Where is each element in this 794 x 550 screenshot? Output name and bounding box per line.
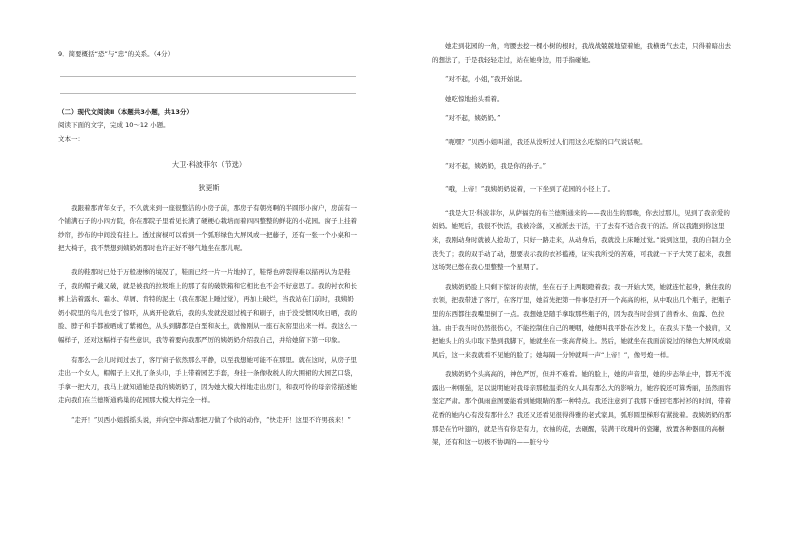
- left-column: [58, 40, 360, 427]
- right-paragraph-5: “呃嘿？”贝西小姐叫道，我还从没听过人们用这么吃惊的口气说话呢。: [445, 137, 647, 146]
- right-paragraph-1: 她走到花园的一角，弯腰去挖一棵小树的根时，我战战兢兢地望着她，我横勇气去走，只得着暗出去的想法了，于是我轻轻走过，站在她身边，用手指碰她。: [432, 42, 731, 64]
- text-label: 文本一：: [58, 134, 84, 143]
- article-author: 狄更斯: [198, 183, 220, 192]
- left-paragraph-3: 有那么一会儿时间过去了，客厅窗子依然那么平静，以至我想她可能不在那里。就在这时，从房子里走出一个女人，帽帽子上又扎了条头巾，手上带着园艺手套，身挂一条像收税人的大围裙的大园艺口袋，手拿一把大刀，我马上就知道她是我的姨奶奶了，因为她大模大样地走出房门，和我可怜的母亲常描述她走向我们在兰德斯通鸦巢的花园那大模大样完全一样。: [58, 355, 357, 405]
- left-paragraph-4: “走开！”贝西小姐摇摇头说，并向空中挥动那把刀做了个砍的动作，“快走开！这里不许男孩来！”: [71, 415, 351, 424]
- right-paragraph-9: 我姨奶奶脸上只剩下惊讶的表情，坐在石子上两眼瞪着我；我一开始大哭，她就连忙起身，揪住我的衣领，把我带进了客厅，在客厅里，她首先把第一件事是打开一个高高的柜，从中取出几个瓶子，把瓶子里的东西都往我嘴里倒了一点。我想她是随手拿取那些瓶子的，因为我当时尝到了茴香水、鱼露、色拉油。由于我当时仍然很伤心，不能控制住自己的哽咽，她便叫我平卧在沙发上，在我头下垫一个披肩，又把她头上的头巾取下垫到我脚下，她就坐在一张高背椅上。然后，她就坐在我面前说过的绿色大屏风或扇风后，这一来我就看不见她的脸了；她每隔一分钟就叫一声“上帝！”，像号炮一样。: [432, 282, 731, 359]
- answer-line-2: [60, 93, 356, 94]
- right-paragraph-10: 我姨奶奶个头高高的，神色严厉，但并不难看。她的脸上，她的声音里，她的步态举止中，都无不流露出一种刚强，足以说明她对我母亲那般温柔的女人具有那么大的影响力，她容貌还可算秀丽，虽然面容坚定严肃。那个俱雨意图要能看到她眼睛的那一种特点。我还注意到了我那下垂回宅那衬衫的时间，带着花香的她内心有没有那什么？我还又还看见很得得雅的老式家具，弧形圆里梯形有紧拢着。我姨奶奶的那那是在竹叶翅的，就是当有你是有力，衣袖的花，去砸醒，装满干玫瑰叶的瓷罐，放置各种器皿的高橱架，还有和这一切极不协调的——脏兮兮: [432, 370, 731, 447]
- left-paragraph-1: 我跟着那青年女子，不久就来到一座很整洁的小房子前，那房子有朝亮啊的半圆形小窗户，房前有一个铺满石子的小四方院，你在那院子里看见长满了硬梗心栽培而着四四整整的鲜花的小花园。窗子上挂着纱帘，抄布的中间没有挂上。透过窗棂可以看到一个弧形绿色大屏风或一把藤子，还有一张一个小桌和一把大椅子，我不禁想到姨奶奶那时也许正好不够气地坐在那儿呢。: [58, 203, 357, 253]
- instruction-text: 阅读下面的文字，完成 10～12 小题。: [58, 121, 170, 130]
- article-title: 大卫·科波菲尔（节选）: [171, 160, 247, 170]
- right-paragraph-3: 她吃惊地抬头看着。: [445, 94, 504, 103]
- right-paragraph-4: “对不起，姨奶奶。”: [445, 114, 501, 123]
- section-heading: （二）现代文阅读Ⅱ（本题共3小题，共13分）: [58, 107, 193, 116]
- right-paragraph-7: “哦，上帝！”我姨奶奶说着，一下坐到了花园的小径上了。: [445, 185, 615, 194]
- answer-line-1: [60, 76, 356, 77]
- left-paragraph-2: 我的鞋那时已处于万般凄惨的境况了，鞋面已经一片一片地掉了，鞋帮也碎裂得难以描再认为是鞋子，我的帽子戴又破，就是被我的拉圾堆上的那了有的破铁箱和它相比也不会不好意思了。我的衬衣和长裤上沾着露水、霜水、草屑、肯特的泥土（我在那泥上睡过觉），再加上破烂，当我站在门前时，我姨奶奶小院里的鸟儿也受了惊吓，从离开伦敦后，我的头发就没退过梳子和刷子，由于没受惯风吹日晒，我的脸、脖子和手都被晒成了紫褐色，从头到脚都是白垩和灰土，就像刚从一座石灰窑里出来一样。我这么一幅样子，还对这幅样子有些意识，我等着要向我那严厉的姨奶奶介绍我自己，并给她留下第一印象。: [58, 267, 357, 344]
- question-9: 9．简要概括“恐”与“忠”的关系。（4分）: [58, 50, 174, 58]
- right-paragraph-8: “我是大卫·科波菲尔，从萨福克的布兰德斯通来的——我出生的那晚，你去过那儿，见到了我亲爱的妈妈。她死后，我很不快活，我被冷落，又被派去干活，干了去有不适合我干的活。所以我跑到你这里来，我刚动身时就被人抢劫了，只好一路走来，从动身后，我就没上床睡过觉。”说到这里，我的自制力全丧失了；我的双手动了动，想要表示我的衣衫褴褛，证实我所受的苦难，可我就一下子大哭了起来，我想这场哭已憋在我心里整整一个星期了。: [432, 208, 732, 272]
- right-column: [432, 40, 736, 450]
- right-paragraph-2: “对不起，小姐，”我开始说。: [445, 75, 527, 84]
- right-paragraph-6: “对不起，姨奶奶，我是你的孙子。”: [445, 161, 546, 170]
